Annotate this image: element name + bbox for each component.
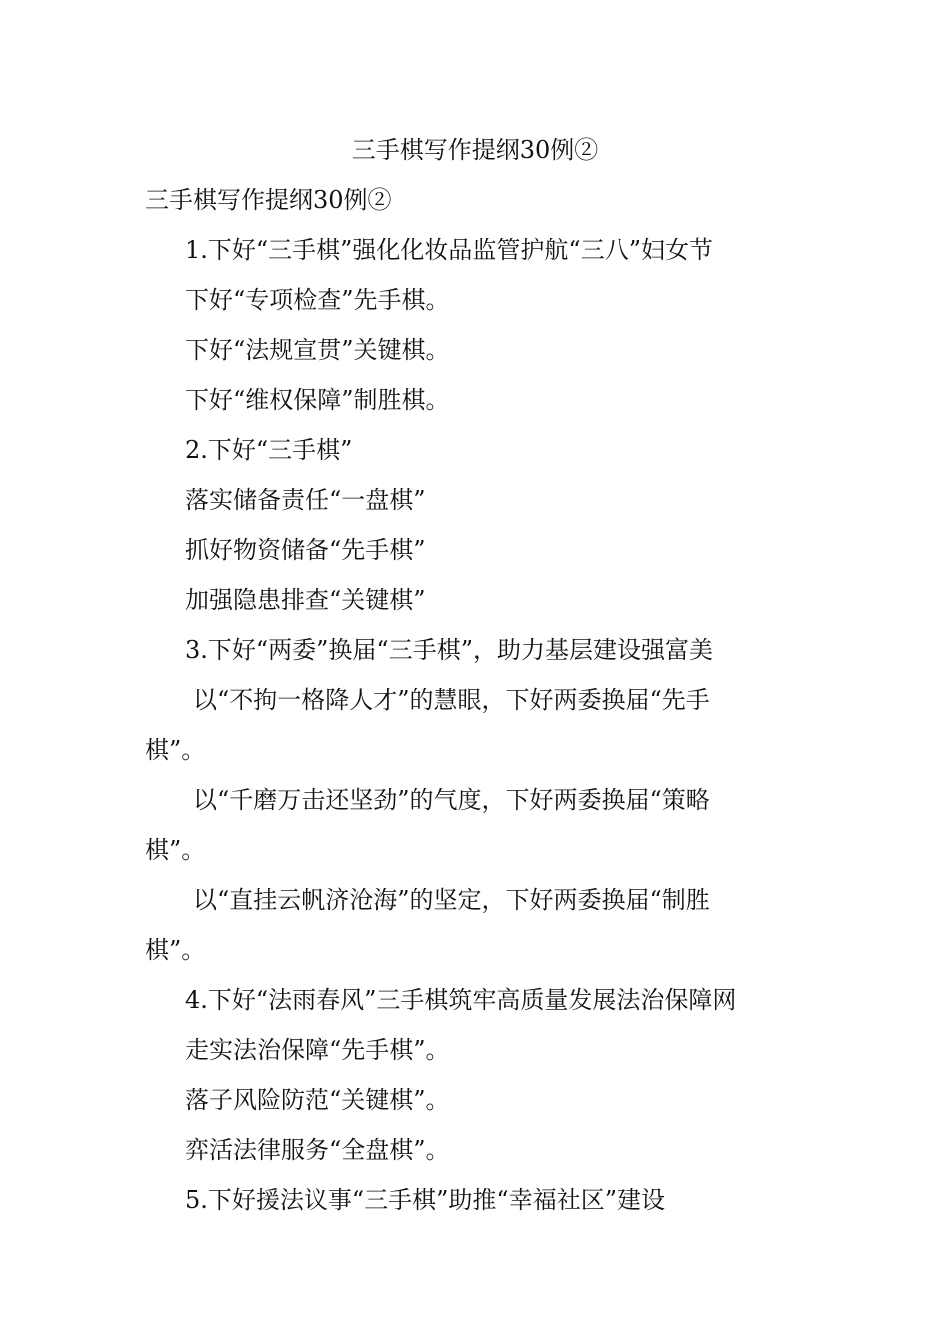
paragraph: 下好“法规宣贯”关键棋。 [185, 336, 450, 364]
paragraph: 弈活法律服务“全盘棋”。 [185, 1136, 450, 1164]
paragraph: 下好“专项检查”先手棋。 [185, 286, 450, 314]
paragraph-continuation: 棋”。 [145, 936, 206, 964]
item-heading-3: 3.下好“两委”换届“三手棋”，助力基层建设强富美 [185, 636, 713, 664]
document-body [145, 180, 810, 1230]
item-heading-4: 4.下好“法雨春风”三手棋筑牢高质量发展法治保障网 [185, 986, 737, 1014]
paragraph: 以“不拘一格降人才”的慧眼，下好两委换届“先手 [193, 686, 710, 714]
paragraph: 走实法治保障“先手棋”。 [185, 1036, 450, 1064]
paragraph: 落子风险防范“关键棋”。 [185, 1086, 450, 1114]
item-heading-1: 1.下好“三手棋”强化化妆品监管护航“三八”妇女节 [185, 236, 713, 264]
paragraph: 下好“维权保障”制胜棋。 [185, 386, 450, 414]
item-heading-2: 2.下好“三手棋” [185, 436, 353, 464]
paragraph-continuation: 棋”。 [145, 836, 206, 864]
paragraph: 以“千磨万击还坚劲”的气度，下好两委换届“策略 [193, 786, 710, 814]
paragraph: 以“直挂云帆济沧海”的坚定，下好两委换届“制胜 [193, 886, 710, 914]
section-heading: 三手棋写作提纲30例② [145, 186, 392, 214]
document-title: 三手棋写作提纲30例② [351, 136, 599, 164]
paragraph: 加强隐患排查“关键棋” [185, 586, 426, 614]
paragraph: 抓好物资储备“先手棋” [185, 536, 426, 564]
paragraph-continuation: 棋”。 [145, 736, 206, 764]
item-heading-5: 5.下好援法议事“三手棋”助推“幸福社区”建设 [185, 1186, 665, 1214]
paragraph: 落实储备责任“一盘棋” [185, 486, 426, 514]
